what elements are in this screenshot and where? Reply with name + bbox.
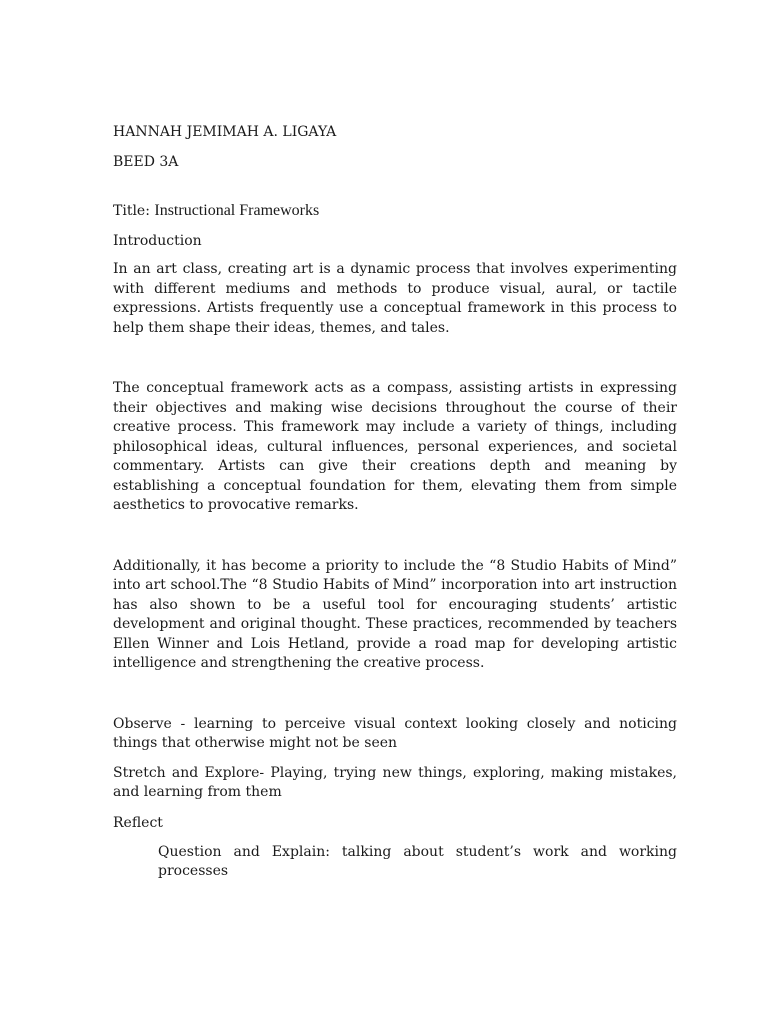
title-label: Title:: [113, 203, 150, 219]
paragraph-1: In an art class, creating art is a dynamic process that involves experimenting with different mediums and methods to produce visual, aural, or tactile expressions. Artists frequently use a conceptual framework in this process to help them shape their ideas, themes, and tales.: [113, 261, 677, 336]
habit-reflect-heading: Reflect: [113, 814, 163, 831]
habit-stretch-explore: Stretch and Explore- Playing, trying new things, exploring, making mistakes, and learning from them: [113, 764, 677, 800]
title-value: Instructional Frameworks: [154, 202, 320, 219]
habit-observe: Observe - learning to perceive visual context looking closely and noticing things that otherwise might not be seen: [113, 715, 677, 751]
habit-reflect-item: Question and Explain: talking about student’s work and working processes: [158, 843, 677, 879]
document-page: [113, 122, 677, 882]
paragraph-3: Additionally, it has become a priority to include the “8 Studio Habits of Mind” into art school.The “8 Studio Habits of Mind” incorporation into art instruction has also shown to be a useful tool for encouraging students’ artistic development and original thought. These practices, recommended by teachers Ellen Winner and Lois Hetland, provide a road map for developing artistic intelligence and strengthening the creative process.: [113, 557, 677, 671]
document-title: [113, 201, 677, 221]
introduction-heading: Introduction: [113, 233, 202, 249]
paragraph-2: The conceptual framework acts as a compass, assisting artists in expressing their objectives and making wise decisions throughout the course of their creative process. This framework may include a variety of things, including philosophical ideas, cultural influences, personal experiences, and societal commentary. Artists can give their creations depth and meaning by establishing a conceptual foundation for them, elevating them from simple aesthetics to provocative remarks.: [113, 380, 677, 513]
author-name: HANNAH JEMIMAH A. LIGAYA: [113, 124, 337, 140]
class-section: BEED 3A: [113, 154, 179, 170]
